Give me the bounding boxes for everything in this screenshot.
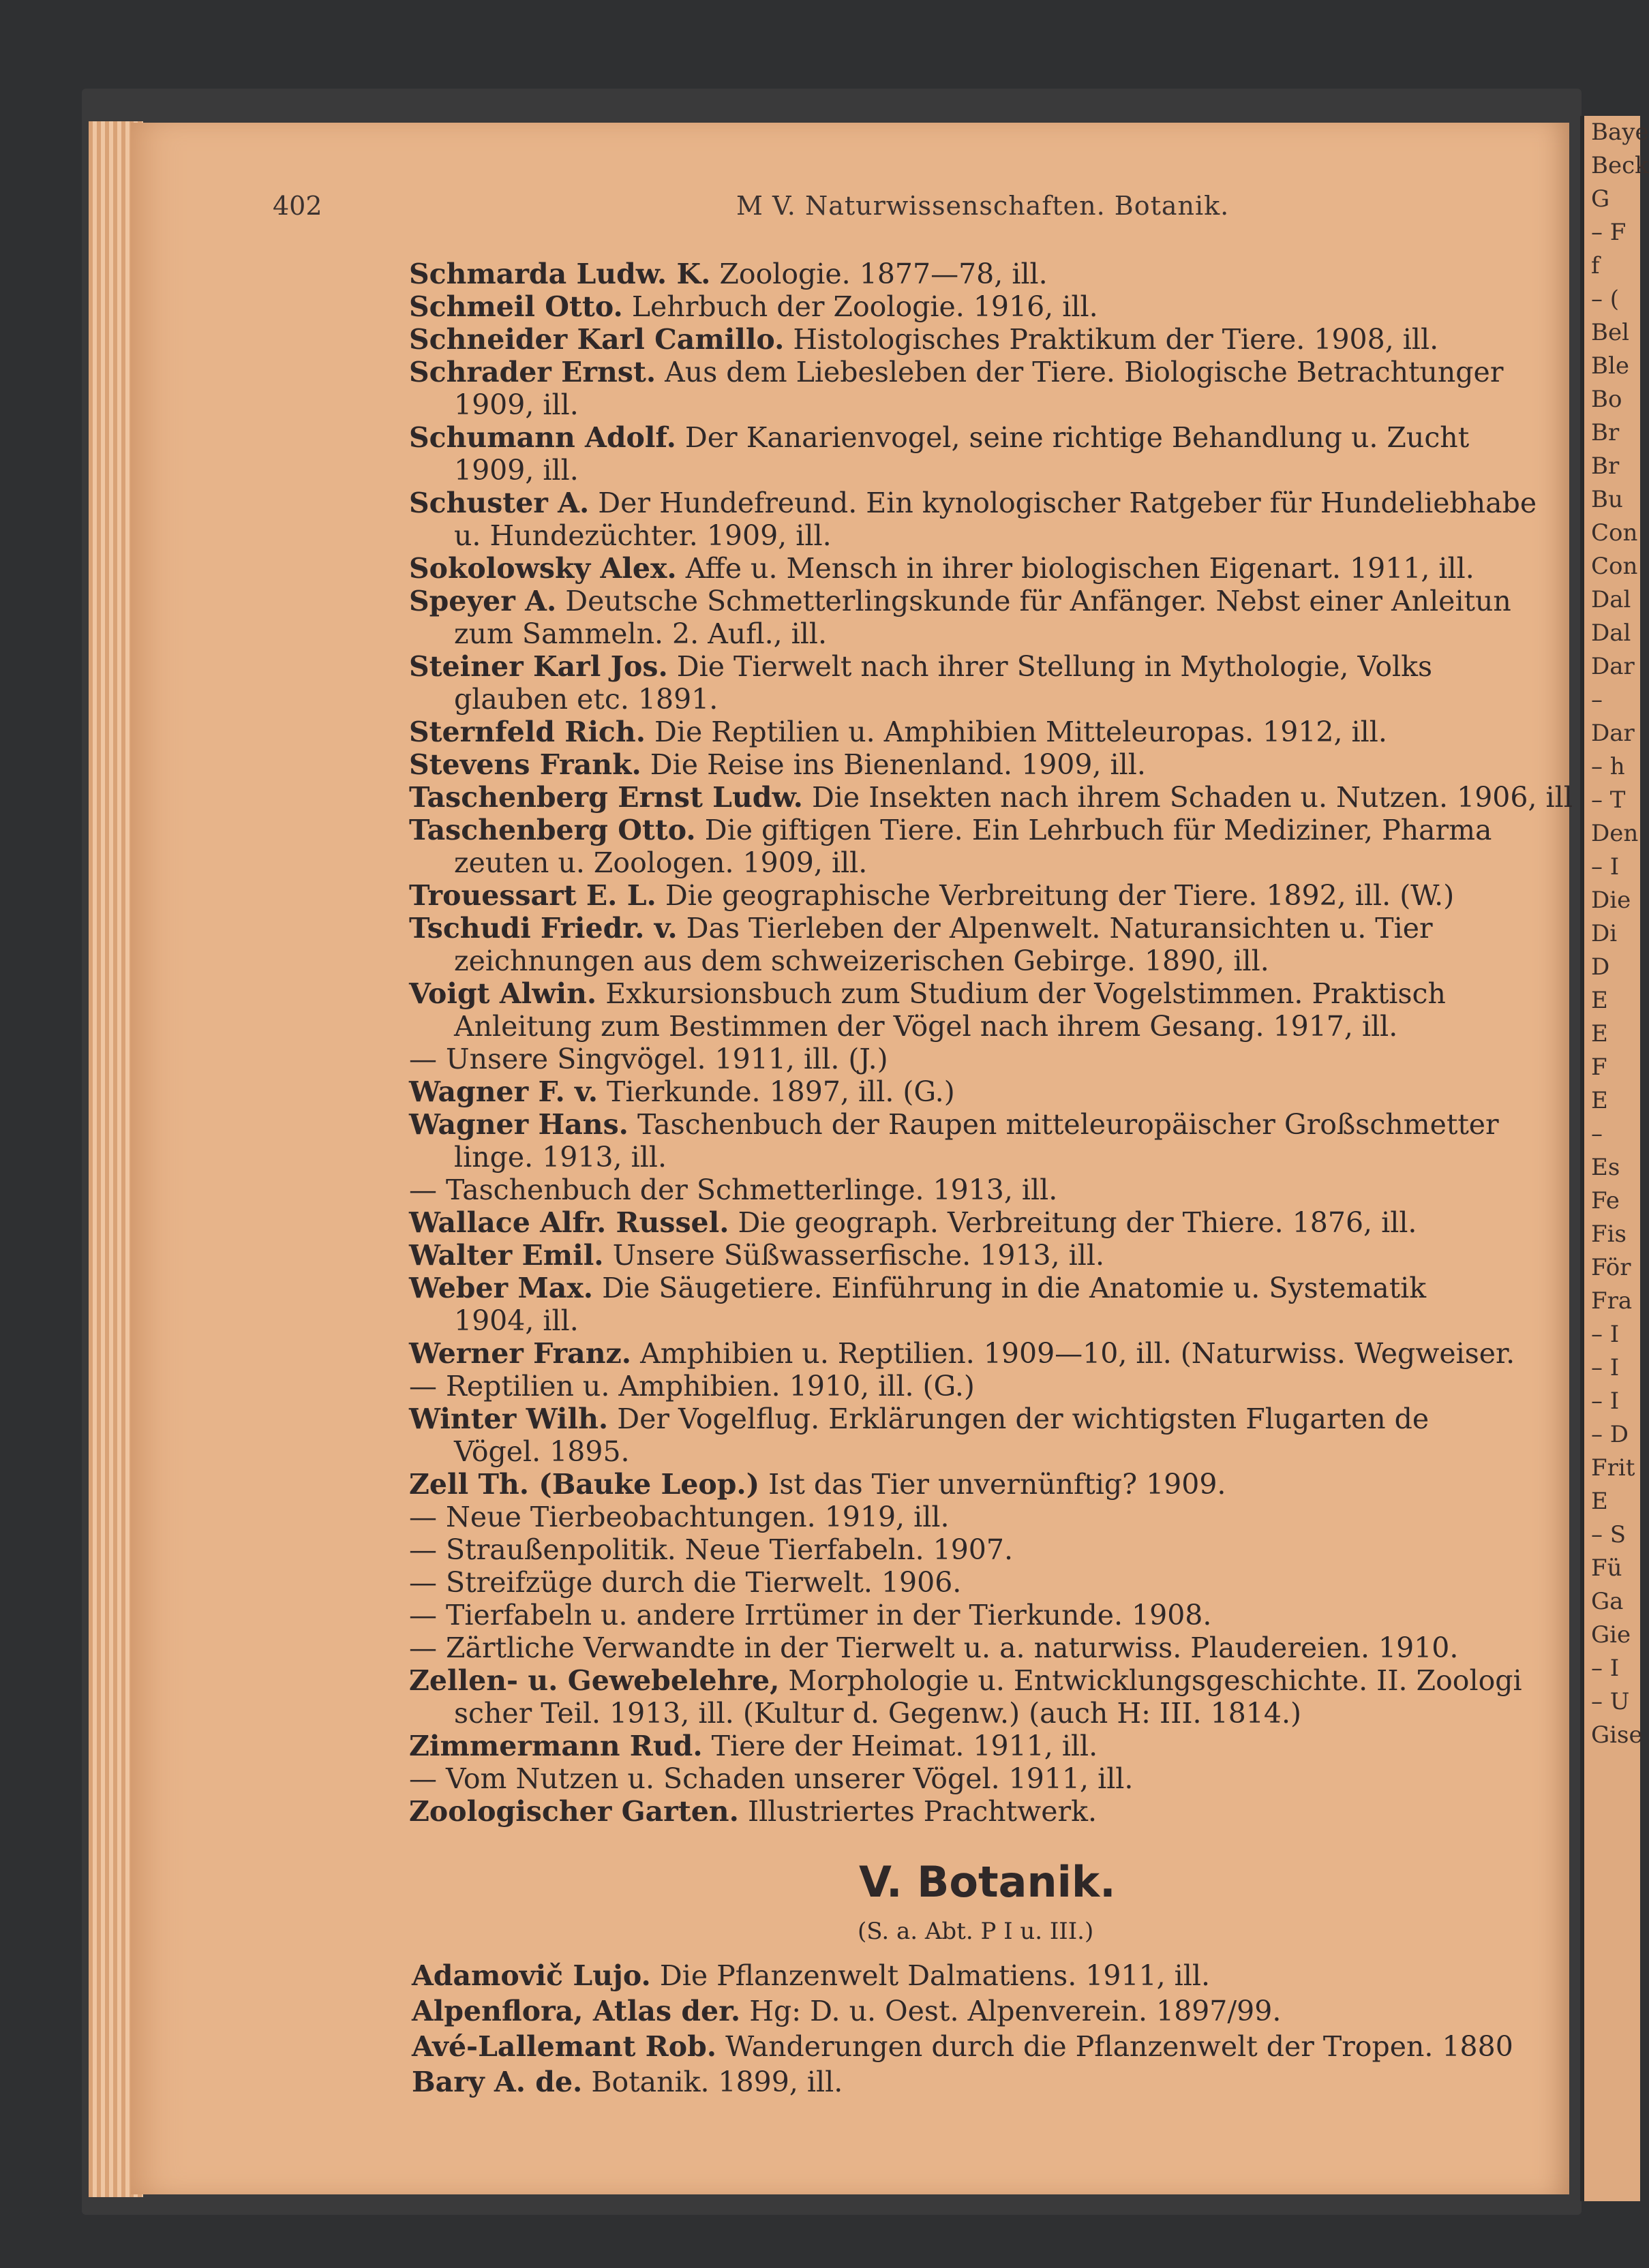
entry-continuation: scher Teil. 1913, ill. (Kultur d. Gegenw.) (auch H: III. 1814.)	[454, 1697, 1301, 1730]
next-page-fragment: – F	[1591, 219, 1627, 246]
entry-text: — Taschenbuch der Schmetterlinge. 1913, ill.	[409, 1174, 1058, 1206]
entry-text: Tierkunde. 1897, ill. (G.)	[598, 1075, 955, 1108]
entry-author: Schrader Ernst.	[409, 356, 656, 388]
next-page-fragment: D	[1591, 953, 1610, 981]
next-page-fragment: E	[1591, 1020, 1608, 1047]
bibliography-entry	[409, 650, 1568, 683]
bibliography-entry	[409, 388, 1568, 421]
next-page-fragment: F	[1591, 1054, 1607, 1081]
bibliography-entry	[409, 1141, 1568, 1174]
entry-text: Die Reise ins Bienenland. 1909, ill.	[641, 748, 1146, 781]
next-page-fragment: – I	[1591, 1655, 1620, 1682]
botany-entry-list	[412, 1958, 1571, 2100]
entry-continuation: linge. 1913, ill.	[454, 1141, 667, 1174]
bibliography-entry	[409, 1468, 1568, 1501]
bibliography-entry	[409, 1239, 1568, 1272]
entry-text: — Zärtliche Verwandte in der Tierwelt u. a. naturwiss. Plaudereien. 1910.	[409, 1631, 1459, 1664]
entry-author: Zell Th. (Bauke Leop.)	[409, 1468, 760, 1501]
next-page-fragment: Frit	[1591, 1454, 1635, 1482]
entry-author: Weber Max.	[409, 1272, 594, 1304]
entry-text: Der Hundefreund. Ein kynologischer Ratgeber für Hundeliebhabe	[589, 487, 1537, 519]
entry-author: Schmarda Ludw. K.	[409, 258, 711, 290]
bibliography-entry	[409, 1730, 1568, 1762]
entry-text: Die Tierwelt nach ihrer Stellung in Mythologie, Volks	[667, 650, 1433, 683]
entry-author: Schumann Adolf.	[409, 421, 676, 454]
bibliography-entry	[409, 1075, 1568, 1108]
entry-continuation: glauben etc. 1891.	[454, 683, 718, 716]
entry-text: — Streifzüge durch die Tierwelt. 1906.	[409, 1566, 962, 1599]
bibliography-entry	[409, 519, 1568, 552]
entry-continuation: u. Hundezüchter. 1909, ill.	[454, 519, 832, 552]
next-page-fragment: Br	[1591, 453, 1620, 480]
entry-author: Speyer A.	[409, 585, 557, 617]
entry-author: Schuster A.	[409, 487, 590, 519]
entry-author: Alpenflora, Atlas der.	[412, 1995, 741, 2027]
bibliography-entry	[412, 2064, 1571, 2100]
bibliography-entry	[409, 1501, 1568, 1533]
next-page-fragment: Con	[1591, 519, 1638, 547]
next-page-fragment: Dal	[1591, 586, 1631, 613]
bibliography-entry	[409, 323, 1568, 356]
entry-text: Zoologie. 1877—78, ill.	[710, 258, 1048, 290]
bibliography-entry	[409, 617, 1568, 650]
zoology-entry-list	[409, 258, 1573, 1828]
entry-author: Zimmermann Rud.	[409, 1730, 703, 1762]
entry-text: Amphibien u. Reptilien. 1909—10, ill. (Naturwiss. Wegweiser.	[631, 1337, 1515, 1370]
entry-text: — Tierfabeln u. andere Irrtümer in der Tierkunde. 1908.	[409, 1599, 1212, 1631]
entry-text: Tiere der Heimat. 1911, ill.	[702, 1730, 1098, 1762]
bibliography-entry	[409, 1762, 1568, 1795]
next-page-fragment: –	[1591, 686, 1603, 714]
entry-author: Avé-Lallemant Rob.	[412, 2030, 717, 2063]
next-page-fragment: – T	[1591, 786, 1626, 814]
bibliography-entry	[409, 912, 1568, 945]
next-page-fragment: E	[1591, 1488, 1608, 1515]
next-page-fragment: Die	[1591, 887, 1631, 914]
bibliography-entry	[409, 1435, 1568, 1468]
entry-text: Die Säugetiere. Einführung in die Anatomie u. Systematik	[593, 1272, 1427, 1304]
next-page-fragment: Fü	[1591, 1554, 1622, 1582]
page-number: 402	[273, 191, 322, 221]
next-page-fragment: Gise	[1591, 1721, 1643, 1749]
next-page-fragment: – (	[1591, 286, 1620, 313]
entry-continuation: Anleitung zum Bestimmen der Vögel nach ihrem Gesang. 1917, ill.	[454, 1010, 1398, 1043]
entry-text: Das Tierleben der Alpenwelt. Naturansichten u. Tier	[677, 912, 1433, 945]
bibliography-entry	[409, 1206, 1568, 1239]
bibliography-entry	[409, 683, 1568, 716]
entry-text: Exkursionsbuch zum Studium der Vogelstimmen. Praktisch	[596, 977, 1446, 1010]
entry-text: Histologisches Praktikum der Tiere. 1908, ill.	[784, 323, 1439, 356]
bibliography-entry	[409, 356, 1568, 388]
next-page-fragment: För	[1591, 1254, 1631, 1281]
bibliography-entry	[409, 1010, 1568, 1043]
bibliography-entry	[409, 1174, 1568, 1206]
bibliography-entry	[409, 846, 1568, 879]
bibliography-entry	[409, 1304, 1568, 1337]
entry-text: Hg: D. u. Oest. Alpenverein. 1897/99.	[740, 1995, 1282, 2027]
next-page-fragment: Fra	[1591, 1287, 1633, 1315]
entry-text: Taschenbuch der Raupen mitteleuropäischer Großschmetter	[628, 1108, 1499, 1141]
entry-author: Sternfeld Rich.	[409, 716, 646, 748]
next-page-fragment: Bu	[1591, 486, 1623, 513]
next-page-fragment: Bel	[1591, 319, 1629, 346]
next-page-fragment: – I	[1591, 1354, 1620, 1381]
entry-text: Illustriertes Prachtwerk.	[738, 1795, 1097, 1828]
entry-author: Wallace Alfr. Russel.	[409, 1206, 729, 1239]
entry-author: Werner Franz.	[409, 1337, 632, 1370]
entry-text: Der Kanarienvogel, seine richtige Behandlung u. Zucht	[676, 421, 1470, 454]
next-page-fragment: – I	[1591, 1388, 1620, 1415]
next-page-fragment: – I	[1591, 853, 1620, 880]
next-page-fragment: Baye	[1591, 119, 1649, 146]
bibliography-entry	[409, 1631, 1568, 1664]
entry-continuation: zum Sammeln. 2. Aufl., ill.	[454, 617, 828, 650]
entry-text: — Vom Nutzen u. Schaden unserer Vögel. 1911, ill.	[409, 1762, 1134, 1795]
entry-author: Trouessart E. L.	[409, 879, 656, 912]
bibliography-entry	[409, 781, 1573, 814]
next-page-fragment: –	[1591, 1120, 1603, 1148]
entry-author: Taschenberg Ernst Ludw.	[409, 781, 803, 814]
entry-author: Wagner Hans.	[409, 1108, 629, 1141]
entry-text: — Unsere Singvögel. 1911, ill. (J.)	[409, 1043, 888, 1075]
bibliography-entry	[409, 290, 1568, 323]
bibliography-entry	[409, 1795, 1568, 1828]
running-title: M V. Naturwissenschaften. Botanik.	[736, 191, 1230, 221]
entry-text: Morphologie u. Entwicklungsgeschichte. II. Zoologi	[779, 1664, 1522, 1697]
entry-text: Die Pflanzenwelt Dalmatiens. 1911, ill.	[650, 1959, 1211, 1992]
bibliography-entry	[409, 585, 1568, 617]
bibliography-entry	[409, 552, 1568, 585]
entry-author: Schmeil Otto.	[409, 290, 623, 323]
entry-text: Der Vogelflug. Erklärungen der wichtigsten Flugarten de	[608, 1403, 1429, 1435]
entry-continuation: 1904, ill.	[454, 1304, 579, 1337]
bibliography-entry	[409, 977, 1568, 1010]
bibliography-entry	[409, 1403, 1568, 1435]
entry-author: Stevens Frank.	[409, 748, 641, 781]
section-note: (S. a. Abt. P I u. III.)	[858, 1918, 1094, 1945]
entry-continuation: zeuten u. Zoologen. 1909, ill.	[454, 846, 868, 879]
bibliography-entry	[409, 1664, 1568, 1697]
bibliography-entry	[409, 454, 1568, 487]
entry-text: Affe u. Mensch in ihrer biologischen Eigenart. 1911, ill.	[676, 552, 1474, 585]
entry-text: Aus dem Liebesleben der Tiere. Biologische Betrachtunger	[656, 356, 1504, 388]
next-page-fragment: f	[1591, 252, 1600, 279]
next-page-fragment: Gie	[1591, 1621, 1631, 1649]
bibliography-entry	[409, 1043, 1568, 1075]
next-page-fragment: – h	[1591, 753, 1625, 780]
bibliography-entry	[409, 945, 1568, 977]
entry-author: Winter Wilh.	[409, 1403, 609, 1435]
next-page-fragment: Ga	[1591, 1588, 1624, 1615]
entry-text: — Neue Tierbeobachtungen. 1919, ill.	[409, 1501, 950, 1533]
entry-author: Steiner Karl Jos.	[409, 650, 668, 683]
entry-continuation: zeichnungen aus dem schweizerischen Gebirge. 1890, ill.	[454, 945, 1269, 977]
bibliography-entry	[409, 421, 1568, 454]
entry-text: Ist das Tier unvernünftig? 1909.	[759, 1468, 1226, 1501]
next-page-fragment: Bo	[1591, 386, 1622, 413]
bibliography-entry	[412, 1993, 1571, 2029]
bibliography-entry	[409, 1599, 1568, 1631]
entry-author: Sokolowsky Alex.	[409, 552, 677, 585]
section-heading: V. Botanik.	[859, 1857, 1116, 1907]
next-page-fragment: – D	[1591, 1421, 1629, 1448]
entry-continuation: 1909, ill.	[454, 454, 579, 487]
entry-text: Wanderungen durch die Pflanzenwelt der Tropen. 1880	[716, 2030, 1513, 2063]
next-page-fragment: – U	[1591, 1688, 1630, 1715]
bibliography-entry	[409, 487, 1568, 519]
next-page-fragment: – I	[1591, 1321, 1620, 1348]
bibliography-entry	[409, 1697, 1568, 1730]
entry-author: Schneider Karl Camillo.	[409, 323, 785, 356]
next-page-fragment: Di	[1591, 920, 1618, 947]
entry-text: Unsere Süßwasserfische. 1913, ill.	[603, 1239, 1105, 1272]
next-page-fragment: G	[1591, 185, 1610, 213]
next-page-fragment: Dar	[1591, 653, 1635, 680]
page-header	[273, 191, 1295, 225]
entry-text: Die Reptilien u. Amphibien Mitteleuropas. 1912, ill.	[645, 716, 1387, 748]
entry-author: Zellen- u. Gewebelehre,	[409, 1664, 780, 1697]
entry-continuation: Vögel. 1895.	[454, 1435, 630, 1468]
bibliography-entry	[409, 258, 1568, 290]
bibliography-entry	[409, 1566, 1568, 1599]
next-page-fragment: Den	[1591, 820, 1639, 847]
entry-text: Die geograph. Verbreitung der Thiere. 1876, ill.	[729, 1206, 1417, 1239]
next-page-fragment: E	[1591, 987, 1608, 1014]
bibliography-entry	[409, 1108, 1568, 1141]
next-page-fragment: Dal	[1591, 619, 1631, 647]
entry-text: Die Insekten nach ihrem Schaden u. Nutzen. 1906, ill	[802, 781, 1573, 814]
entry-author: Voigt Alwin.	[409, 977, 597, 1010]
next-page-fragment: Dar	[1591, 720, 1635, 747]
entry-author: Walter Emil.	[409, 1239, 604, 1272]
next-page-fragment: Br	[1591, 419, 1620, 446]
bibliography-entry	[409, 1370, 1568, 1403]
bibliography-entry	[412, 1958, 1571, 1993]
bibliography-entry	[409, 814, 1568, 846]
bibliography-entry	[409, 879, 1568, 912]
next-page-fragment: Fe	[1591, 1187, 1620, 1214]
bibliography-entry	[412, 2029, 1571, 2064]
entry-text: Botanik. 1899, ill.	[582, 2066, 843, 2098]
bibliography-entry	[409, 1337, 1568, 1370]
entry-author: Adamovič Lujo.	[412, 1959, 651, 1992]
bibliography-entry	[409, 748, 1568, 781]
entry-text: — Straußenpolitik. Neue Tierfabeln. 1907.	[409, 1533, 1014, 1566]
bibliography-entry	[409, 716, 1568, 748]
next-page-fragment: – S	[1591, 1521, 1627, 1548]
entry-author: Tschudi Friedr. v.	[409, 912, 678, 945]
entry-author: Wagner F. v.	[409, 1075, 598, 1108]
entry-continuation: 1909, ill.	[454, 388, 579, 421]
bibliography-entry	[409, 1272, 1568, 1304]
entry-text: Lehrbuch der Zoologie. 1916, ill.	[622, 290, 1098, 323]
next-page-fragment: Ble	[1591, 352, 1629, 380]
next-page-fragment: Beck	[1591, 152, 1649, 179]
next-page-fragment: Es	[1591, 1154, 1620, 1181]
next-page-fragment: Con	[1591, 553, 1638, 580]
next-page-strip	[1580, 116, 1649, 2201]
entry-text: Die giftigen Tiere. Ein Lehrbuch für Mediziner, Pharma	[695, 814, 1492, 846]
entry-author: Bary A. de.	[412, 2066, 583, 2098]
entry-text: Deutsche Schmetterlingskunde für Anfänger. Nebst einer Anleitun	[556, 585, 1511, 617]
entry-text: Die geographische Verbreitung der Tiere. 1892, ill. (W.)	[656, 879, 1455, 912]
next-page-fragment: E	[1591, 1087, 1608, 1114]
bibliography-entry	[409, 1533, 1568, 1566]
next-page-fragment: Fis	[1591, 1221, 1627, 1248]
entry-author: Zoologischer Garten.	[409, 1795, 739, 1828]
entry-text: — Reptilien u. Amphibien. 1910, ill. (G.)	[409, 1370, 975, 1403]
entry-author: Taschenberg Otto.	[409, 814, 696, 846]
